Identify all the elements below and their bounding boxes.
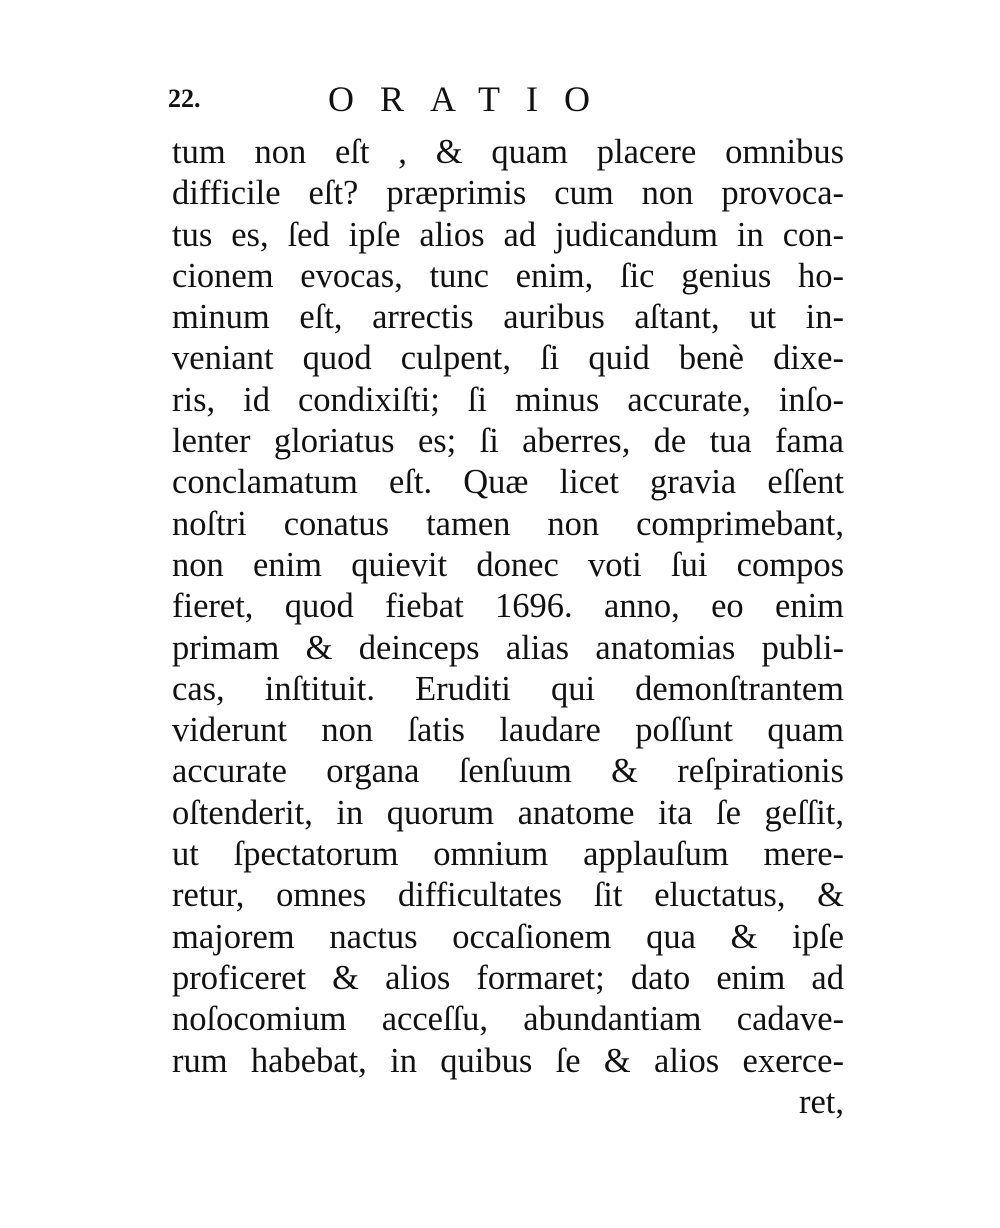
catchword-line: ret, — [798, 1082, 844, 1121]
text-line: conclamatum eſt. Quæ licet gravia eſſent — [172, 463, 844, 502]
text-line: non enim quievit donec voti ſui compos — [172, 545, 844, 584]
text-line: tus es, ſed ipſe alios ad judicandum in con- — [172, 215, 844, 254]
text-line: retur, omnes difficultates ſit eluctatus, & — [172, 876, 844, 915]
text-line: cionem evocas, tunc enim, ſic genius ho- — [172, 256, 844, 295]
text-line: ris, id condixiſti; ſi minus accurate, inſo- — [172, 380, 844, 419]
text-line: minum eſt, arrectis auribus aſtant, ut in- — [172, 298, 844, 337]
text-line: veniant quod culpent, ſi quid benè dixe- — [172, 339, 844, 378]
text-line: ut ſpectatorum omnium applauſum mere- — [172, 835, 844, 874]
text-line: rum habebat, in quibus ſe & alios exerce- — [172, 1041, 844, 1080]
text-line: cas, inſtituit. Eruditi qui demonſtrantem — [172, 669, 844, 708]
text-line: difficile eſt? præprimis cum non provoca- — [172, 174, 844, 213]
text-line: viderunt non ſatis laudare poſſunt quam — [172, 711, 844, 750]
body-text — [172, 132, 844, 1123]
text-line: lenter gloriatus es; ſi aberres, de tua fama — [172, 422, 844, 461]
text-line: tum non eſt , & quam placere omnibus — [172, 133, 844, 171]
page-number: 22. — [168, 84, 201, 113]
text-line: fieret, quod fiebat 1696. anno, eo enim — [172, 587, 844, 626]
page-header — [168, 78, 868, 122]
text-line: primam & deinceps alias anatomias publi- — [172, 628, 844, 667]
text-line: noſocomium acceſſu, abundantiam cadave- — [172, 1000, 844, 1039]
text-line: noſtri conatus tamen non comprimebant, — [172, 504, 844, 543]
text-line: proficeret & alios formaret; dato enim ad — [172, 958, 844, 997]
text-line: accurate organa ſenſuum & reſpirationis — [172, 752, 844, 791]
running-title: ORATIO — [328, 79, 616, 119]
text-line: majorem nactus occaſionem qua & ipſe — [172, 917, 844, 956]
text-line: oſtenderit, in quorum anatome ita ſe geſſit, — [172, 793, 844, 832]
